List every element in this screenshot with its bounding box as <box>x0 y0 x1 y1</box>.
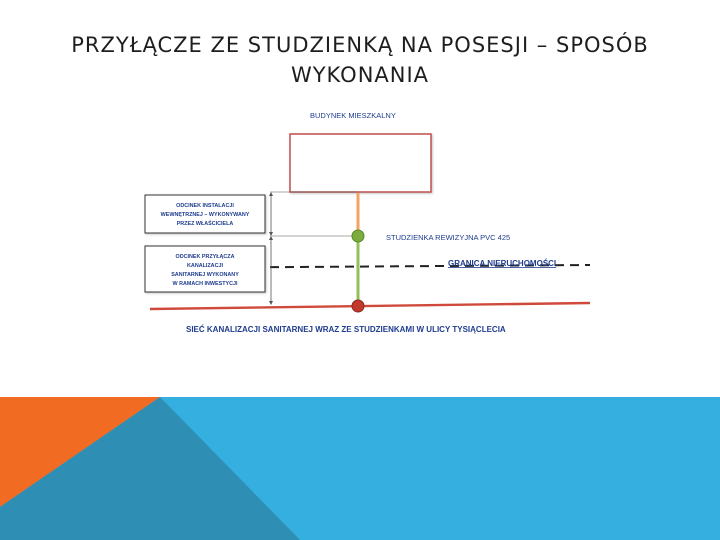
internal-note-line-3: PRZEZ WŁAŚCICIELA <box>176 221 234 227</box>
property-border-label: GRANICA NIERUCHOMOŚCI <box>448 259 557 268</box>
connection-note-line-3: SANITARNEJ WYKONANY <box>171 272 239 278</box>
street-sewer-line <box>150 303 590 309</box>
residential-building <box>290 134 431 192</box>
sewer-network-label: SIEĆ KANALIZACJI SANITARNEJ WRAZ ZE STUDZIENKAMI W ULICY TYSIĄCLECIA <box>186 325 506 334</box>
connection-note-line-2: KANALIZACJI <box>187 263 223 269</box>
title-line-2: WYKONANIA <box>290 63 430 87</box>
sewer-connection-marker <box>352 300 364 312</box>
connection-note-line-1: ODCINEK PRZYŁĄCZA <box>175 254 235 260</box>
inspection-well-marker <box>352 230 364 242</box>
connection-note-line-4: W RAMACH INWESTYCJI <box>172 281 238 287</box>
internal-note-line-2: WEWNĘTRZNEJ – WYKONYWANY <box>160 212 250 218</box>
decorative-footer <box>0 397 720 540</box>
internal-note-line-1: ODCINEK INSTALACJI <box>176 203 234 209</box>
building-label: BUDYNEK MIESZKALNY <box>310 111 396 120</box>
inspection-well-label: STUDZIENKA REWIZYJNA PVC 425 <box>386 233 511 242</box>
title-line-1: PRZYŁĄCZE ZE STUDZIENKĄ NA POSESJI – SPOSÓB <box>71 33 649 57</box>
